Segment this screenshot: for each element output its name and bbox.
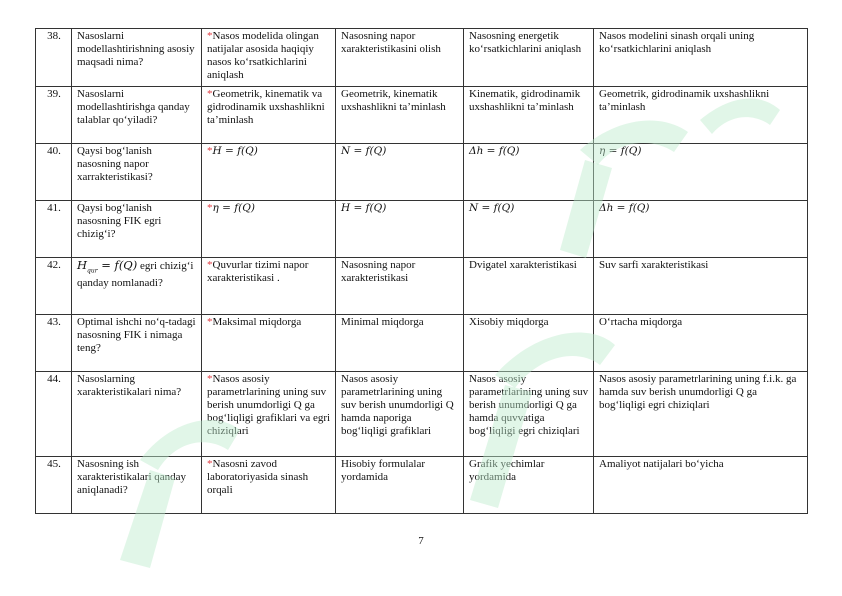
quiz-table xyxy=(35,28,808,514)
answer-correct xyxy=(202,372,336,457)
table-row xyxy=(36,29,808,87)
answer-option-b: Nasosning napor xarakteristikasini olish xyxy=(336,29,464,87)
correct-mark: * xyxy=(207,259,213,271)
answer-option-b: Nasosning napor xarakteristikasi xyxy=(336,258,464,315)
answer-option-b xyxy=(336,144,464,201)
answer-formula: Δh = f(Q) xyxy=(469,145,520,157)
question-text: Qaysi bog‘lanish nasosning FIK egri chizig‘i? xyxy=(72,201,202,258)
table-row xyxy=(36,315,808,372)
formula-subscript: qur xyxy=(87,267,98,275)
answer-formula: N = f(Q) xyxy=(469,202,515,214)
table-row xyxy=(36,372,808,457)
answer-formula: H = f(Q) xyxy=(341,202,387,214)
page-number: 7 xyxy=(418,535,424,547)
answer-correct xyxy=(202,87,336,144)
correct-mark: * xyxy=(207,30,213,42)
question-text: Nasoslarning xarakteristikalari nima? xyxy=(72,372,202,457)
answer-formula: H = f(Q) xyxy=(212,145,258,157)
answer-option-b: Geometrik, kinematik uxshashlikni ta’minlash xyxy=(336,87,464,144)
question-number: 42. xyxy=(36,258,72,315)
answer-text: Geometrik, kinematik va gidrodinamik uxshashlikni ta’minlash xyxy=(207,88,325,126)
correct-mark: * xyxy=(207,88,213,100)
answer-option-c: Dvigatel xarakteristikasi xyxy=(464,258,594,315)
question-number: 41. xyxy=(36,201,72,258)
answer-option-d: Amaliyot natijalari bo‘yicha xyxy=(594,457,808,514)
formula-rest: = f(Q) xyxy=(97,258,138,272)
answer-option-c: Grafik yechimlar yordamida xyxy=(464,457,594,514)
answer-text: Nasos asosiy parametrlarining uning suv berish unumdorligi Q ga bog‘liqligi grafiklari va egri chiziqlari xyxy=(207,373,331,437)
table-row xyxy=(36,144,808,201)
correct-mark: * xyxy=(207,145,213,157)
question-number: 40. xyxy=(36,144,72,201)
answer-correct xyxy=(202,201,336,258)
answer-option-c: Kinematik, gidrodinamik uxshashlikni ta’minlash xyxy=(464,87,594,144)
question-number: 44. xyxy=(36,372,72,457)
answer-correct xyxy=(202,258,336,315)
correct-mark: * xyxy=(207,373,213,385)
answer-option-c: Nasosning energetik ko‘rsatkichlarini aniqlash xyxy=(464,29,594,87)
table-row xyxy=(36,201,808,258)
answer-option-d xyxy=(594,144,808,201)
answer-option-d: Nasos asosiy parametrlarining uning f.i.k. ga hamda suv berish unumdorligi Q ga bog‘liqligi egri chiziqlari xyxy=(594,372,808,457)
question-text: Nasoslarni modellashtirishga qanday talablar qo‘yiladi? xyxy=(72,87,202,144)
answer-option-c xyxy=(464,144,594,201)
answer-option-b xyxy=(336,201,464,258)
answer-text: Nasos modelida olingan natijalar asosida haqiqiy nasos ko‘rsatkichlarini aniqlash xyxy=(207,30,319,81)
answer-correct xyxy=(202,29,336,87)
formula-symbol: H xyxy=(77,258,88,272)
question-suffix: egri chizig‘i qanday nomlanadi? xyxy=(77,260,194,290)
answer-text: Maksimal miqdorga xyxy=(212,316,302,328)
answer-formula: η = f(Q) xyxy=(212,202,255,214)
answer-option-c: Xisobiy miqdorga xyxy=(464,315,594,372)
answer-formula: Δh = f(Q) xyxy=(599,202,650,214)
answer-text: Quvurlar tizimi napor xarakteristikasi . xyxy=(207,259,309,284)
answer-option-b: Nasos asosiy parametrlarining uning suv berish unumdorligi Q hamda naporiga bog‘liqligi grafiklari xyxy=(336,372,464,457)
answer-option-d: Geometrik, gidrodinamik uxshashlikni ta’minlash xyxy=(594,87,808,144)
answer-correct xyxy=(202,457,336,514)
correct-mark: * xyxy=(207,458,213,470)
answer-text: Nasosni zavod laboratoriyasida sinash orqali xyxy=(207,458,309,496)
answer-option-d: Nasos modelini sinash orqali uning ko‘rsatkichlarini aniqlash xyxy=(594,29,808,87)
answer-option-d: O‘rtacha miqdorga xyxy=(594,315,808,372)
answer-formula: N = f(Q) xyxy=(341,145,387,157)
answer-formula: η = f(Q) xyxy=(599,145,642,157)
answer-correct xyxy=(202,315,336,372)
question-number: 45. xyxy=(36,457,72,514)
question-number: 38. xyxy=(36,29,72,87)
question-text: Optimal ishchi no‘q-tadagi nasosning FIK i nimaga teng? xyxy=(72,315,202,372)
correct-mark: * xyxy=(207,316,213,328)
question-number: 39. xyxy=(36,87,72,144)
question-text: Qaysi bog‘lanish nasosning napor xarrakteristikasi? xyxy=(72,144,202,201)
question-text: Nasosning ish xarakteristikalari qanday aniqlanadi? xyxy=(72,457,202,514)
answer-option-c: Nasos asosiy parametrlarining uning suv berish unumdorligi Q ga hamda quvvatiga bog‘liqligi egri chiziqlari xyxy=(464,372,594,457)
answer-option-b: Hisobiy formulalar yordamida xyxy=(336,457,464,514)
question-number: 43. xyxy=(36,315,72,372)
table-row xyxy=(36,258,808,315)
table-row xyxy=(36,457,808,514)
correct-mark: * xyxy=(207,202,213,214)
question-text: Nasoslarni modellashtirishning asosiy maqsadi nima? xyxy=(72,29,202,87)
question-formula xyxy=(77,258,138,275)
table-row xyxy=(36,87,808,144)
answer-option-c xyxy=(464,201,594,258)
answer-option-b: Minimal miqdorga xyxy=(336,315,464,372)
question-text xyxy=(72,258,202,315)
answer-option-d xyxy=(594,201,808,258)
answer-correct xyxy=(202,144,336,201)
answer-option-d: Suv sarfi xarakteristikasi xyxy=(594,258,808,315)
